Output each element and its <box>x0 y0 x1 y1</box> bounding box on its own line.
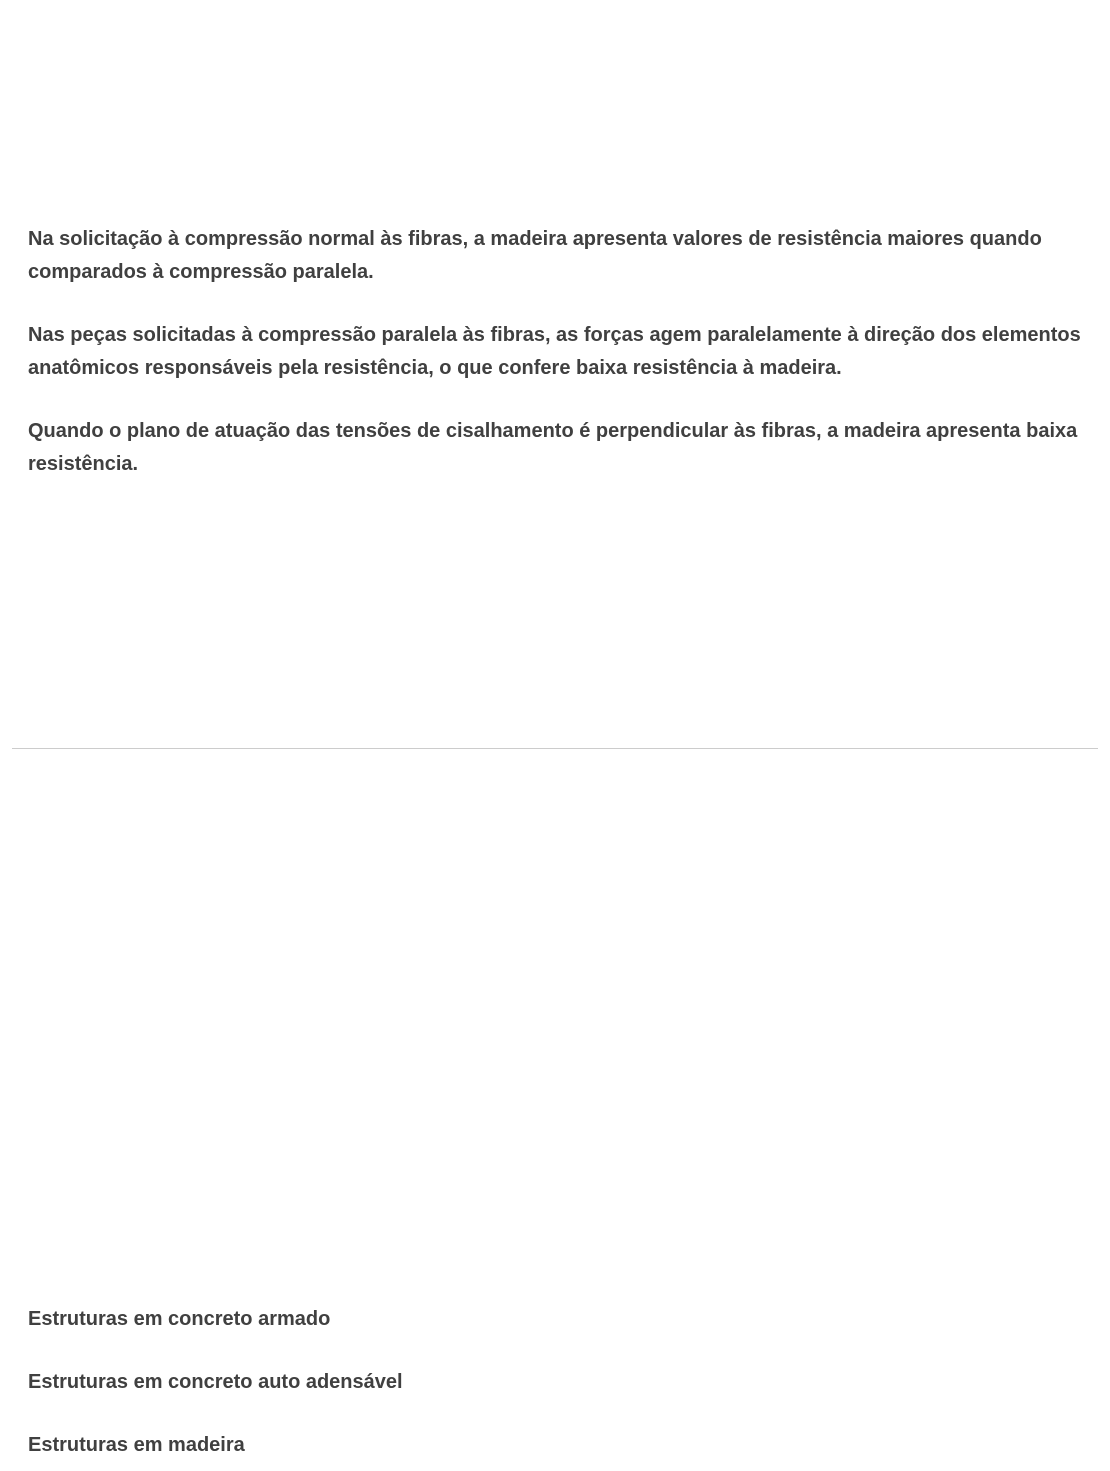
section-divider <box>12 748 1098 749</box>
statement-text: Quando o plano de atuação das tensões de cisalhamento é perpendicular às fibras, a madeira apresenta baixa resistência. <box>28 420 1078 475</box>
answer-option[interactable]: Estruturas em concreto armado <box>28 1308 331 1330</box>
statement-text: Nas peças solicitadas à compressão paralela às fibras, as forças agem paralelamente à direção dos elementos anatômicos responsáveis pela resistência, o que confere baixa resistência à madeira. <box>28 324 1081 379</box>
answer-option[interactable]: Estruturas em concreto auto adensável <box>28 1371 403 1393</box>
statement-text: Na solicitação à compressão normal às fibras, a madeira apresenta valores de resistência maiores quando comparados à compressão paralela. <box>28 228 1042 283</box>
answer-option[interactable]: Estruturas em madeira <box>28 1434 245 1456</box>
